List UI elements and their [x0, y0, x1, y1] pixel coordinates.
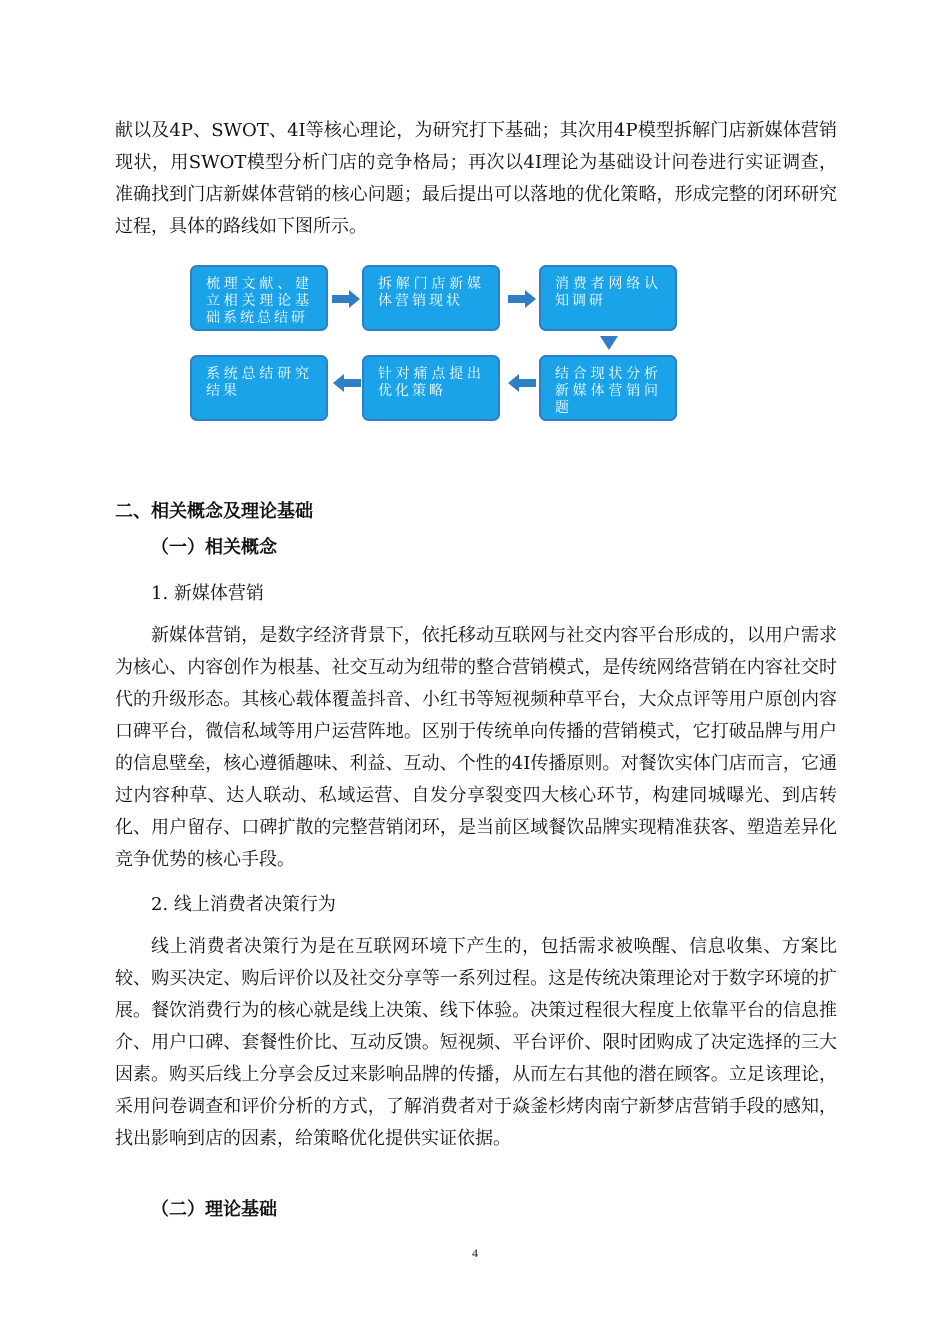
arrow-right-icon	[508, 290, 536, 308]
arrow-left-icon	[508, 374, 536, 392]
flow-step-6: 系统总结研究结果	[190, 355, 328, 421]
section-heading: 二、相关概念及理论基础	[115, 501, 313, 522]
flow-step-4: 结合现状分析新媒体营销问题	[539, 355, 677, 421]
item-title: 2. 线上消费者决策行为	[151, 894, 336, 915]
arrow-right-icon	[332, 290, 360, 308]
flow-step-1: 梳理文献、建立相关理论基础系统总结研	[190, 265, 328, 331]
item-paragraph: 新媒体营销，是数字经济背景下，依托移动互联网与社交内容平台形成的，以用户需求为核心、内容创作为根基、社交互动为纽带的整合营销模式，是传统网络营销在内容社交时代的升级形态。其核心载体覆盖抖音、小红书等短视频种草平台，大众点评等用户原创内容口碑平台，微信私域等用户运营阵地。区别于传统单向传播的营销模式，它打破品牌与用户的信息壁垒，核心遵循趣味、利益、互动、个性的4I传播原则。对餐饮实体门店而言，它通过内容种草、达人联动、私域运营、自发分享裂变四大核心环节，构建同城曝光、到店转化、用户留存、口碑扩散的完整营销闭环，是当前区域餐饮品牌实现精准获客、塑造差异化竞争优势的核心手段。	[115, 625, 837, 870]
item-title: 1. 新媒体营销	[151, 583, 264, 604]
flow-step-5: 针对痛点提出优化策略	[362, 355, 500, 421]
page-number: 4	[472, 1246, 478, 1260]
intro-paragraph: 献以及4P、SWOT、4I等核心理论，为研究打下基础；其次用4P模型拆解门店新媒体营销现状，用SWOT模型分析门店的竞争格局；再次以4I理论为基础设计问卷进行实证调查，准确找到门店新媒体营销的核心问题；最后提出可以落地的优化策略，形成完整的闭环研究过程，具体的路线如下图所示。	[115, 120, 837, 237]
flow-step-3: 消费者网络认知调研	[539, 265, 677, 331]
subsection-heading: （二）理论基础	[151, 1199, 277, 1220]
subsection-heading: （一）相关概念	[151, 537, 277, 558]
flow-step-2: 拆解门店新媒体营销现状	[362, 265, 500, 331]
arrow-left-icon	[333, 374, 361, 392]
arrow-down-icon	[600, 336, 618, 350]
item-paragraph: 线上消费者决策行为是在互联网环境下产生的，包括需求被唤醒、信息收集、方案比较、购买决定、购后评价以及社交分享等一系列过程。这是传统决策理论对于数字环境的扩展。餐饮消费行为的核心就是线上决策、线下体验。决策过程很大程度上依靠平台的信息推介、用户口碑、套餐性价比、互动反馈。短视频、平台评价、限时团购成了决定选择的三大因素。购买后线上分享会反过来影响品牌的传播，从而左右其他的潜在顾客。立足该理论，采用问卷调查和评价分析的方式，了解消费者对于焱釜杉烤肉南宁新梦店营销手段的感知，找出影响到店的因素，给策略优化提供实证依据。	[115, 936, 837, 1149]
